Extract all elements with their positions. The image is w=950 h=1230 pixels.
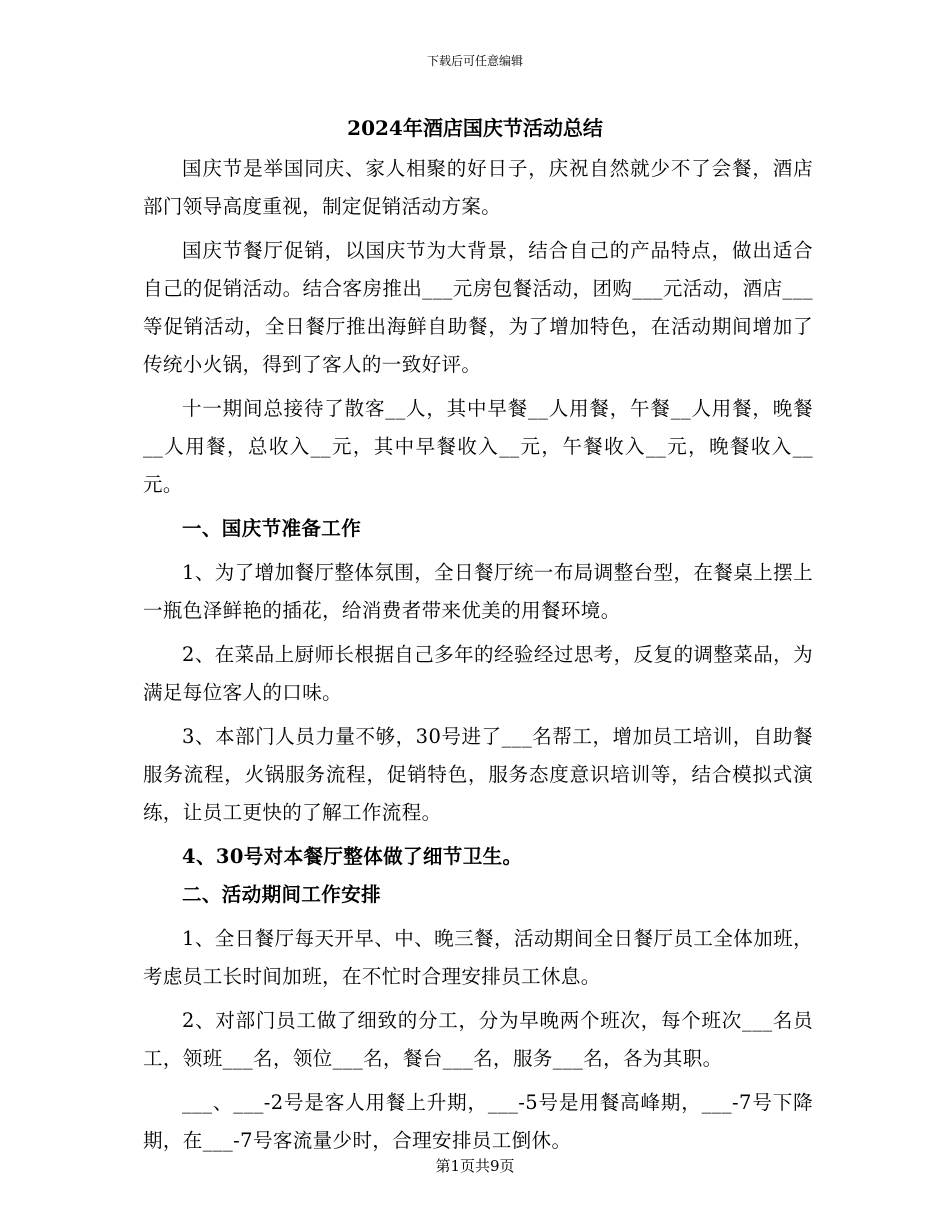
paragraph: 国庆节是举国同庆、家人相聚的好日子，庆祝自然就少不了会餐，酒店部门领导高度重视，制定促销活动方案。 — [143, 157, 813, 218]
paragraph: 1、为了增加餐厅整体氛围，全日餐厅统一布局调整台型，在餐桌上摆上一瓶色泽鲜艳的插花，给消费者带来优美的用餐环境。 — [143, 561, 813, 622]
section-heading: 一、国庆节准备工作 — [182, 517, 362, 540]
paragraph: 2、在菜品上厨师长根据自己多年的经验经过思考，反复的调整菜品，为满足每位客人的口味。 — [143, 643, 813, 704]
paragraph: 3、本部门人员力量不够，30号进了___名帮工，增加员工培训，自助餐服务流程，火锅服务流程，促销特色，服务态度意识培训等，结合模拟式演练，让员工更快的了解工作流程。 — [143, 725, 813, 824]
paragraph: 国庆节餐厅促销，以国庆节为大背景，结合自己的产品特点，做出适合自己的促销活动。结合客房推出___元房包餐活动，团购___元活动，酒店___等促销活动，全日餐厅推出海鲜自助餐，为了增加特色，在活动期间增加了传统小火锅，得到了客人的一致好评。 — [143, 239, 813, 376]
header-note: 下载后可任意编辑 — [426, 54, 523, 68]
paragraph: ___、___-2号是客人用餐上升期，___-5号是用餐高峰期，___-7号下降期，在___-7号客流量少时，合理安排员工倒休。 — [143, 1091, 813, 1152]
bold-paragraph: 4、30号对本餐厅整体做了细节卫生。 — [182, 845, 523, 868]
page-footer: 第1页共9页 — [435, 1157, 515, 1175]
document-title: 2024年酒店国庆节活动总结 — [347, 116, 603, 140]
document-body — [143, 150, 813, 1160]
paragraph: 1、全日餐厅每天开早、中、晚三餐，活动期间全日餐厅员工全体加班，考虑员工长时间加班，在不忙时合理安排员工休息。 — [143, 927, 813, 988]
paragraph: 十一期间总接待了散客__人，其中早餐__人用餐，午餐__人用餐，晚餐__人用餐，总收入__元，其中早餐收入__元，午餐收入__元，晚餐收入__元。 — [143, 397, 813, 496]
section-heading: 二、活动期间工作安排 — [182, 883, 382, 906]
paragraph: 2、对部门员工做了细致的分工，分为早晚两个班次，每个班次___名员工，领班___名，领位___名，餐台___名，服务___名，各为其职。 — [143, 1009, 813, 1070]
